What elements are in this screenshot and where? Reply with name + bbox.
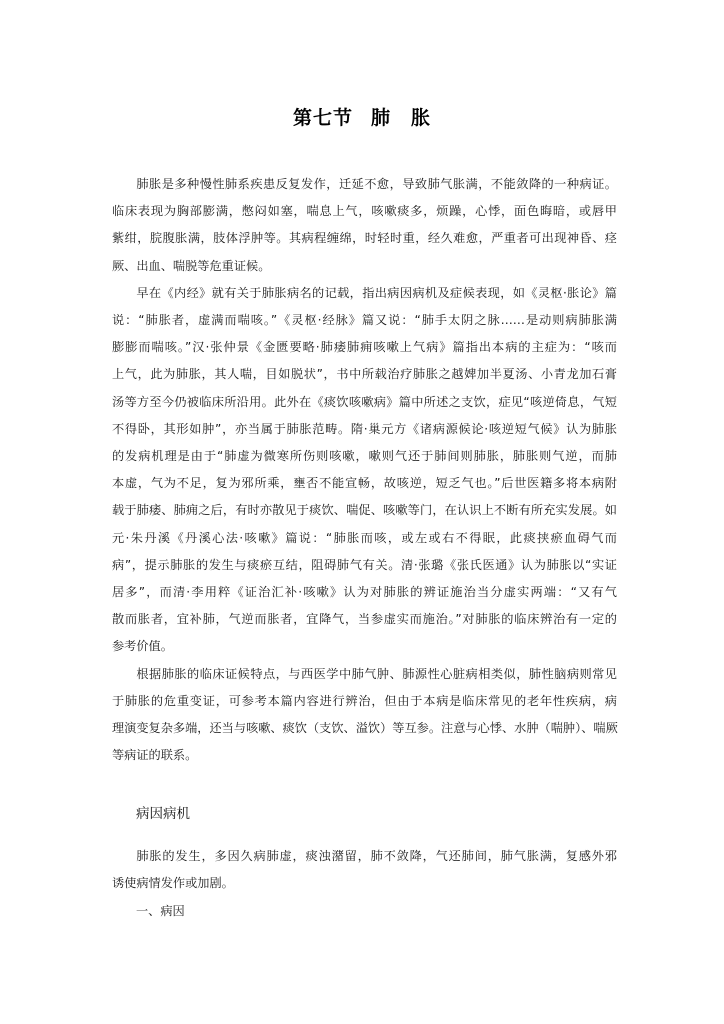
intro-line-2: 临床表现为胸部膨满，憋闷如塞，喘息上气，咳嗽痰多，烦躁，心悸，面色晦暗，或唇甲 bbox=[112, 204, 617, 219]
history-line-9: 载于肺痿、肺痈之后，有时亦散见于痰饮、喘促、咳嗽等门，在认识上不断有所充实发展。如 bbox=[112, 503, 617, 518]
history-line-8: 本虚，气为不足，复为邪所乘，壅否不能宣畅，故咳逆，短乏气也。”后世医籍多将本病附 bbox=[112, 476, 617, 491]
intro-line-1: 肺胀是多种慢性肺系疾患反复发作，迁延不愈，导致肺气胀满，不能敛降的一种病证。 bbox=[136, 177, 617, 191]
page-title bbox=[0, 103, 724, 130]
intro-line-4: 厥、出血、喘脱等危重证候。 bbox=[112, 258, 271, 273]
modern-line-4: 等病证的联系。 bbox=[112, 748, 198, 763]
history-line-12: 居多”，而清·李用粹《证治汇补·咳嗽》认为对肺胀的辨证施治当分虚实两端：“又有气 bbox=[112, 585, 617, 600]
history-line-13: 散而胀者，宜补肺，气逆而胀者，宜降气，当参虚实而施治。”对肺胀的临床辨治有一定的 bbox=[112, 612, 617, 627]
history-line-11: 病”，提示肺胀的发生与痰瘀互结，阻碍肺气有关。清·张璐《张氏医通》认为肺胀以“实证 bbox=[112, 557, 617, 572]
subsection-heading: 一、病因 bbox=[136, 904, 185, 918]
history-line-3: 膨膨而喘咳。”汉·张仲景《金匮要略·肺痿肺痈咳嗽上气病》篇指出本病的主症为：“咳而 bbox=[112, 340, 617, 355]
modern-line-2: 于肺胀的危重变证，可参考本篇内容进行辨治，但由于本病是临床常见的老年性疾病，病 bbox=[112, 693, 617, 708]
history-line-14: 参考价值。 bbox=[112, 639, 173, 654]
intro-line-3: 紫绀，脘腹胀满，肢体浮肿等。其病程缠绵，时轻时重，经久难愈，严重者可出现神昏、痉 bbox=[112, 231, 617, 246]
modern-line-1: 根据肺胀的临床证候特点，与西医学中肺气肿、肺源性心脏病相类似，肺性脑病则常见 bbox=[136, 666, 617, 681]
history-line-4: 上气，此为肺胀，其人喘，目如脱状”，书中所载治疗肺胀之越婢加半夏汤、小青龙加石膏 bbox=[112, 367, 617, 382]
section-line-1: 肺胀的发生，多因久病肺虚，痰浊潴留，肺不敛降，气还肺间，肺气胀满，复感外邪 bbox=[136, 849, 617, 863]
section-paragraph bbox=[112, 843, 617, 897]
history-line-6: 不得卧，其形如肿”，亦当属于肺胀范畴。隋·巢元方《诸病源候论·咳逆短气候》认为肺胀 bbox=[112, 421, 617, 436]
modern-line-3: 理演变复杂多端，还当与咳嗽、痰饮（支饮、溢饮）等互参。注意与心悸、水肿（喘肿）、喘厥 bbox=[112, 721, 618, 736]
history-line-5: 汤等方至今仍被临床所沿用。此外在《痰饮咳嗽病》篇中所述之支饮，症见“咳逆倚息，气短 bbox=[112, 394, 617, 409]
history-line-10: 元·朱丹溪《丹溪心法·咳嗽》篇说：“肺胀而咳，或左或右不得眠，此痰挟瘀血碍气而 bbox=[112, 530, 617, 545]
history-line-7: 的发病机理是由于“肺虚为微寒所伤则咳嗽，嗽则气还于肺间则肺胀，肺胀则气逆，而肺 bbox=[112, 449, 617, 464]
section-heading: 病因病机 bbox=[136, 806, 190, 822]
history-line-1: 早在《内经》就有关于肺胀病名的记载，指出病因病机及症候表现，如《灵枢·胀论》篇 bbox=[136, 285, 617, 300]
section-line-2: 诱使病情发作或加剧。 bbox=[112, 876, 234, 891]
section-name: 肺 胀 bbox=[371, 107, 432, 129]
history-line-2: 说：“肺胀者，虚满而喘咳。”《灵枢·经脉》篇又说：“肺手太阴之脉……是动则病肺胀满 bbox=[112, 313, 617, 328]
main-text bbox=[112, 171, 617, 769]
section-number: 第七节 bbox=[292, 107, 353, 129]
